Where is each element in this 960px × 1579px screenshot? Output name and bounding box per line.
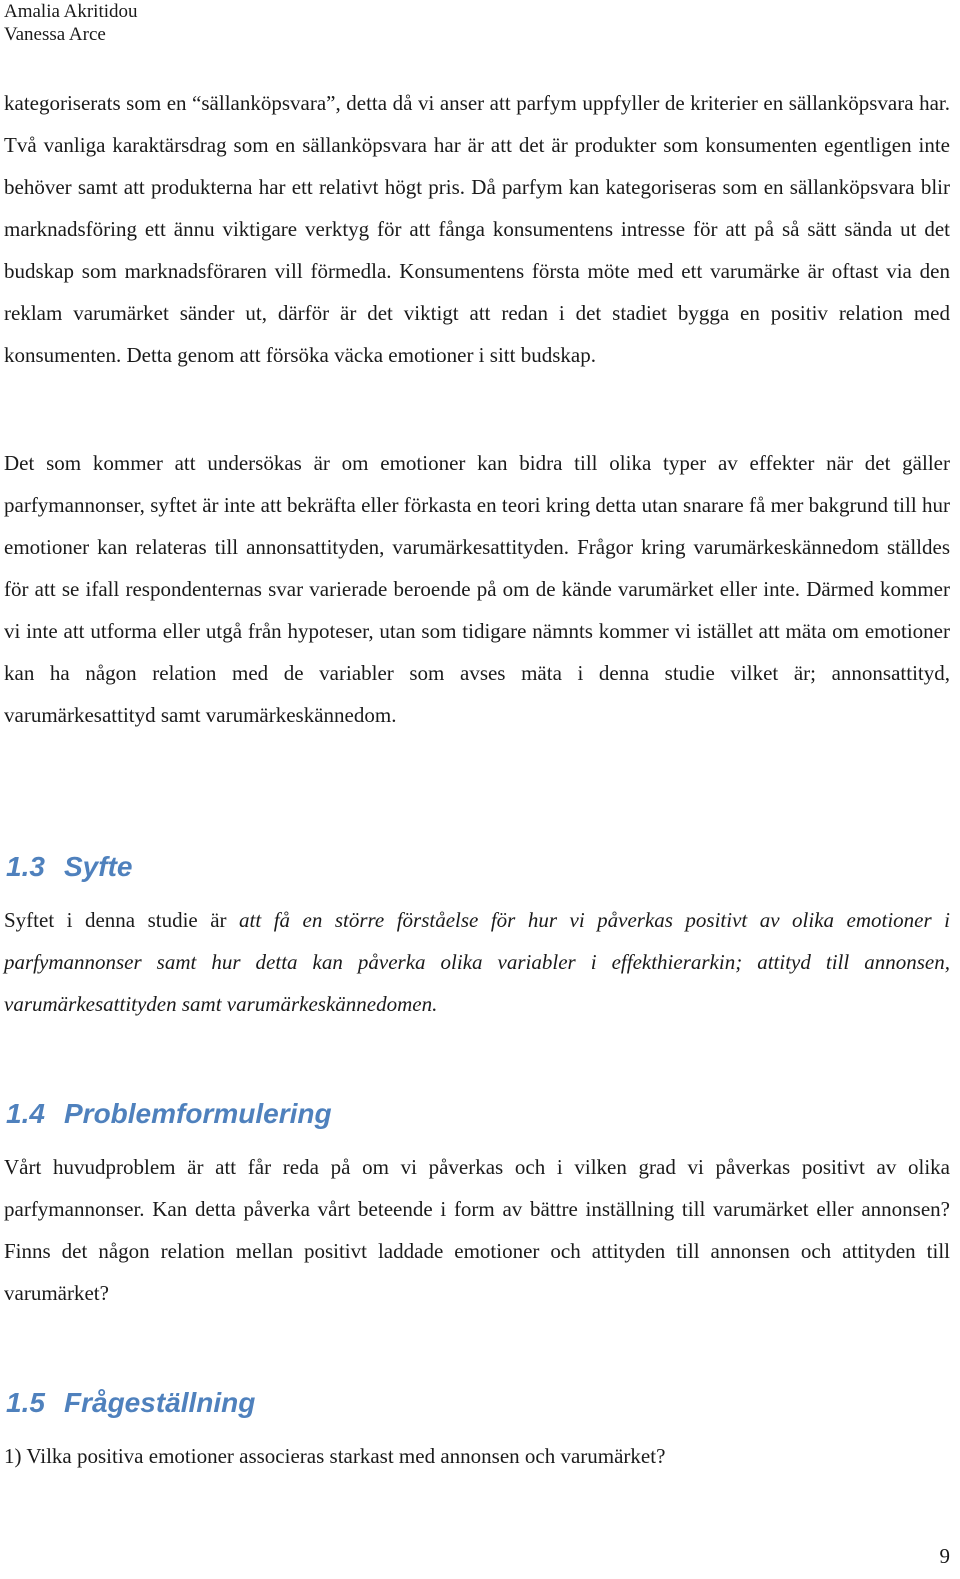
author-name: Vanessa Arce [4,24,106,45]
section-number: 1.3 [6,851,45,882]
body-paragraph: Det som kommer att undersökas är om emotioner kan bidra till olika typer av effekter när det gäller parfymannonser, syftet är inte att bekräfta eller förkasta en teori kring detta utan snarare få mer bakgrund till hur emotioner kan relateras till annonsattityden, varumärkesattityden. Frågor kring varumärkeskännedom ställdes för att se ifall respondenternas svar varierade beroende på om de kände varumärket eller inte. Därmed kommer vi inte att utforma eller utgå från hypoteser, utan som tidigare nämnts kommer vi istället att mäta om emotioner kan ha någon relation med de variabler som avses mäta i denna studie vilket är; annonsattityd, varumärkesattityd samt varumärkeskännedom. [4,451,950,727]
body-paragraph: kategoriserats som en “sällanköpsvara”, detta då vi anser att parfym uppfyller de kriterier en sällanköpsvara har. Två vanliga karaktärsdrag som en sällanköpsvara har är att det är produkter som konsumenten egentligen inte behöver samt att produkterna har ett relativt högt pris. Då parfym kan kategoriseras som en sällanköpsvara blir marknadsföring ett ännu viktigare verktyg för att fånga konsumentens intresse för att på så sätt sända ut det budskap som marknadsföraren vill förmedla. Konsumentens första möte med ett varumärke är oftast via den reklam varumärket sänder ut, därför är det viktigt att redan i det stadiet bygga en positiv relation med konsumenten. Detta genom att försöka väcka emotioner i sitt budskap. [4,91,950,367]
section-heading-fragestallning [6,1386,255,1420]
paragraph-text: Syftet i denna studie är [4,908,240,932]
section-title: Syfte [64,851,133,882]
author-name: Amalia Akritidou [4,1,138,22]
section-title: Problemformulering [64,1098,332,1129]
section-number: 1.5 [6,1387,45,1418]
section-heading-problemformulering [6,1097,332,1131]
section-paragraph-syfte [4,899,950,1025]
section-number: 1.4 [6,1098,45,1129]
section-paragraph-problemformulering: Vårt huvudproblem är att får reda på om vi påverkas och i vilken grad vi påverkas positivt av olika parfymannonser. Kan detta påverka vårt beteende i form av bättre inställning till varumärket eller annonsen? Finns det någon relation mellan positivt laddade emotioner och attityden till annonsen och attityden till varumärket? [4,1155,950,1305]
section-title: Frågeställning [64,1387,256,1418]
page-number: 9 [939,1544,950,1568]
section-paragraph-fragestallning: 1) Vilka positiva emotioner associeras starkast med annonsen och varumärket? [4,1444,666,1468]
paragraph-italic-text: att få en större förståelse för hur vi påverkas positivt av olika emotioner i parfymannonser samt hur detta kan påverka olika variabler i effekthierarkin; attityd till annonsen, varumärkesattityden samt varumärkeskännedomen. [4,908,950,1016]
section-heading-syfte [6,850,132,884]
page-header [4,0,138,46]
